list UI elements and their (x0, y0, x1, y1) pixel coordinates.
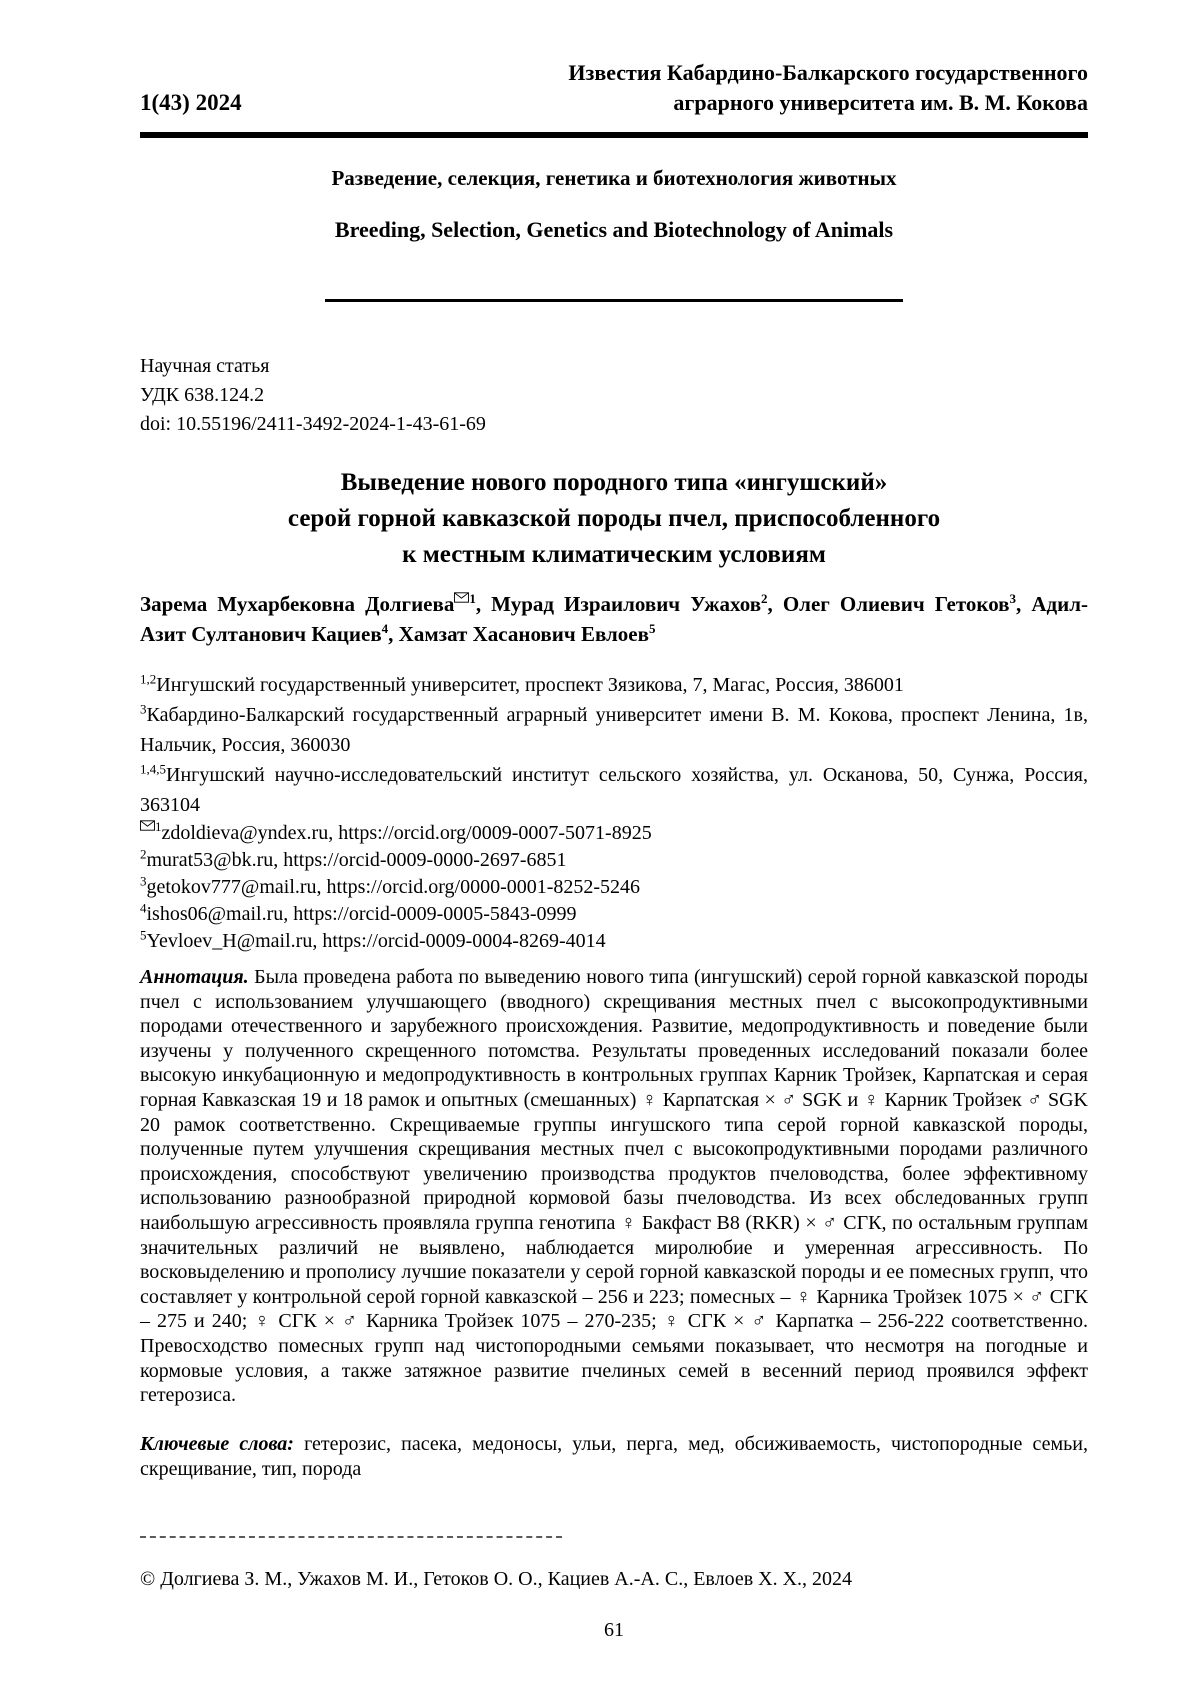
affiliation-text: Ингушский государственный университет, проспект Зязикова, 7, Магас, Россия, 386001 (156, 674, 904, 696)
author-superscript: 2 (761, 591, 768, 606)
header-divider (140, 132, 1088, 138)
contact-superscript: 2 (140, 846, 147, 862)
author-superscript: 4 (381, 621, 389, 636)
affiliation-line (140, 670, 1088, 700)
author-superscript: 1 (454, 591, 476, 606)
affiliation-superscript: 1,2 (140, 671, 157, 687)
author-name: Зарема Мухарбековна Долгиева (140, 592, 455, 616)
contact-superscript: 1 (140, 819, 162, 834)
affiliation-text: Кабардино-Балкарский государственный аграрный университет имени В. М. Кокова, проспект Ленина, 1в, Нальчик, Россия, 360030 (140, 704, 1088, 756)
section-heading-en: Breeding, Selection, Genetics and Biotechnology of Animals (334, 217, 894, 242)
journal-title-line-2: аграрного университета им. В. М. Кокова (673, 90, 1088, 115)
affiliation-text: Ингушский научно-исследовательский институт сельского хозяйства, ул. Осканова, 50, Сунжа, Россия, 363104 (140, 764, 1088, 816)
affiliations (140, 670, 1088, 820)
article-title-line-2: серой горной кавказской породы пчел, приспособленного (287, 505, 941, 532)
author-superscript: 5 (648, 621, 656, 636)
affiliation-line (140, 700, 1088, 760)
article-title-line-3: к местным климатическим условиям (402, 541, 826, 568)
contact-superscript: 4 (140, 900, 147, 916)
contact-text: zdoldieva@yndex.ru, https://orcid.org/0009-0007-5071-8925 (161, 822, 652, 844)
page-header (140, 58, 1088, 118)
author-name: , Олег Олиевич Гетоков (767, 592, 1010, 616)
keywords-label: Ключевые слова: (140, 1432, 294, 1455)
keywords (140, 1432, 1088, 1482)
contact-text: getokov777@mail.ru, https://orcid.org/0000-0001-8252-5246 (146, 876, 641, 898)
footnote-divider (140, 1536, 562, 1538)
contact-text: Yevloev_H@mail.ru, https://orcid-0009-0004-8269-4014 (146, 930, 606, 952)
authors-line (140, 589, 1088, 649)
author-name: , Адил-Азит Султанович Кациев (140, 592, 1088, 646)
author-name: , Мурад Израилович Ужахов (475, 592, 762, 616)
page-number: 61 (604, 1618, 624, 1641)
contact-line (140, 928, 1088, 955)
keywords-text: гетерозис, пасека, медоносы, ульи, перга, мед, обсиживаемость, чистопородные семьи, скрещивание, тип, порода (140, 1432, 1089, 1480)
udc-number: УДК 638.124.2 (140, 384, 265, 406)
copyright: © Долгиева З. М., Ужахов М. И., Гетоков О. О., Кациев А.-А. С., Евлоев Х. Х., 2024 (140, 1567, 853, 1590)
contact-line (140, 847, 1088, 874)
contact-text: murat53@bk.ru, https://orcid-0009-0000-2697-6851 (146, 849, 567, 871)
author-superscript: 3 (1009, 591, 1017, 606)
section-divider (325, 299, 903, 302)
journal-title-line-1: Известия Кабардино-Балкарского государственного (568, 60, 1088, 85)
section-heading-ru: Разведение, селекция, генетика и биотехнология животных (331, 166, 897, 190)
article-type: Научная статья (140, 355, 270, 377)
abstract-text: Была проведена работа по выведению нового типа (ингушский) серой горной кавказской породы пчел с использованием улучшающего (вводного) скрещивания местных пчел с высокопродуктивными породами отечественного и зарубежного происхождения. Развитие, медопродуктивность и поведение были изучены у полученного скрещенного потомства. Результаты проведенных исследований показали более высокую инкубационную и медопродуктивность в контрольных группах Карник Тройзек, Карпатская и серая горная Кавказская 19 и 18 рамок и опытных (смешанных) ♀ Карпатская × ♂ SGK и ♀ Карник Тройзек ♂ SGK 20 рамок соответственно. Скрещиваемые группы ингушского типа серой горной кавказской породы, полученные путем улучшения скрещивания местных пчел с высокопродуктивными породами различного происхождения, способствуют увеличению производства продуктов пчеловодства, более эффективному использованию разнообразной природной кормовой базы пчеловодства. Из всех обследованных групп наибольшую агрессивность проявляла группа генотипа ♀ Бакфаст В8 (RKR) × ♂ СГК, по остальным группам значительных различий не выявлено, наблюдается миролюбие и умеренная агрессивность. По восковыделению и прополису лучшие показатели у серой горной кавказской породы и ее помесных групп, что составляет у контрольной серой горной кавказской – 256 и 223; помесных – ♀ Карника Тройзек 1075 × ♂ СГК – 275 и 240; ♀ СГК × ♂ Карника Тройзек 1075 – 270-235; ♀ СГК × ♂ Карпатка – 256-222 соответственно. Превосходство помесных групп над чистопородными семьями показывает, что несмотря на погодные и кормовые условия, а также затяжное развитие пчелиных семей в весенний период проявился эффект гетерозиса. (140, 966, 1088, 1407)
abstract-label: Аннотация. (140, 966, 249, 988)
contact-superscript: 5 (140, 927, 147, 943)
journal-title (568, 58, 1088, 118)
affiliation-superscript: 3 (140, 701, 147, 717)
article-title (140, 465, 1088, 573)
contacts (140, 820, 1088, 955)
contact-line (140, 901, 1088, 928)
doi: doi: 10.55196/2411-3492-2024-1-43-61-69 (140, 413, 486, 435)
contact-line (140, 874, 1088, 901)
affiliation-superscript: 1,4,5 (140, 761, 166, 777)
contact-superscript: 3 (140, 873, 147, 889)
contact-text: ishos06@mail.ru, https://orcid-0009-0005-5843-0999 (146, 903, 577, 925)
envelope-icon (454, 592, 469, 603)
abstract (140, 965, 1088, 1408)
article-meta (140, 352, 1088, 439)
author-name: , Хамзат Хасанович Евлоев (388, 622, 649, 646)
affiliation-line (140, 760, 1088, 820)
article-title-line-1: Выведение нового породного типа «ингушский» (340, 469, 888, 496)
envelope-icon (140, 820, 155, 831)
contact-line (140, 820, 1088, 847)
journal-issue: 1(43) 2024 (140, 90, 242, 115)
